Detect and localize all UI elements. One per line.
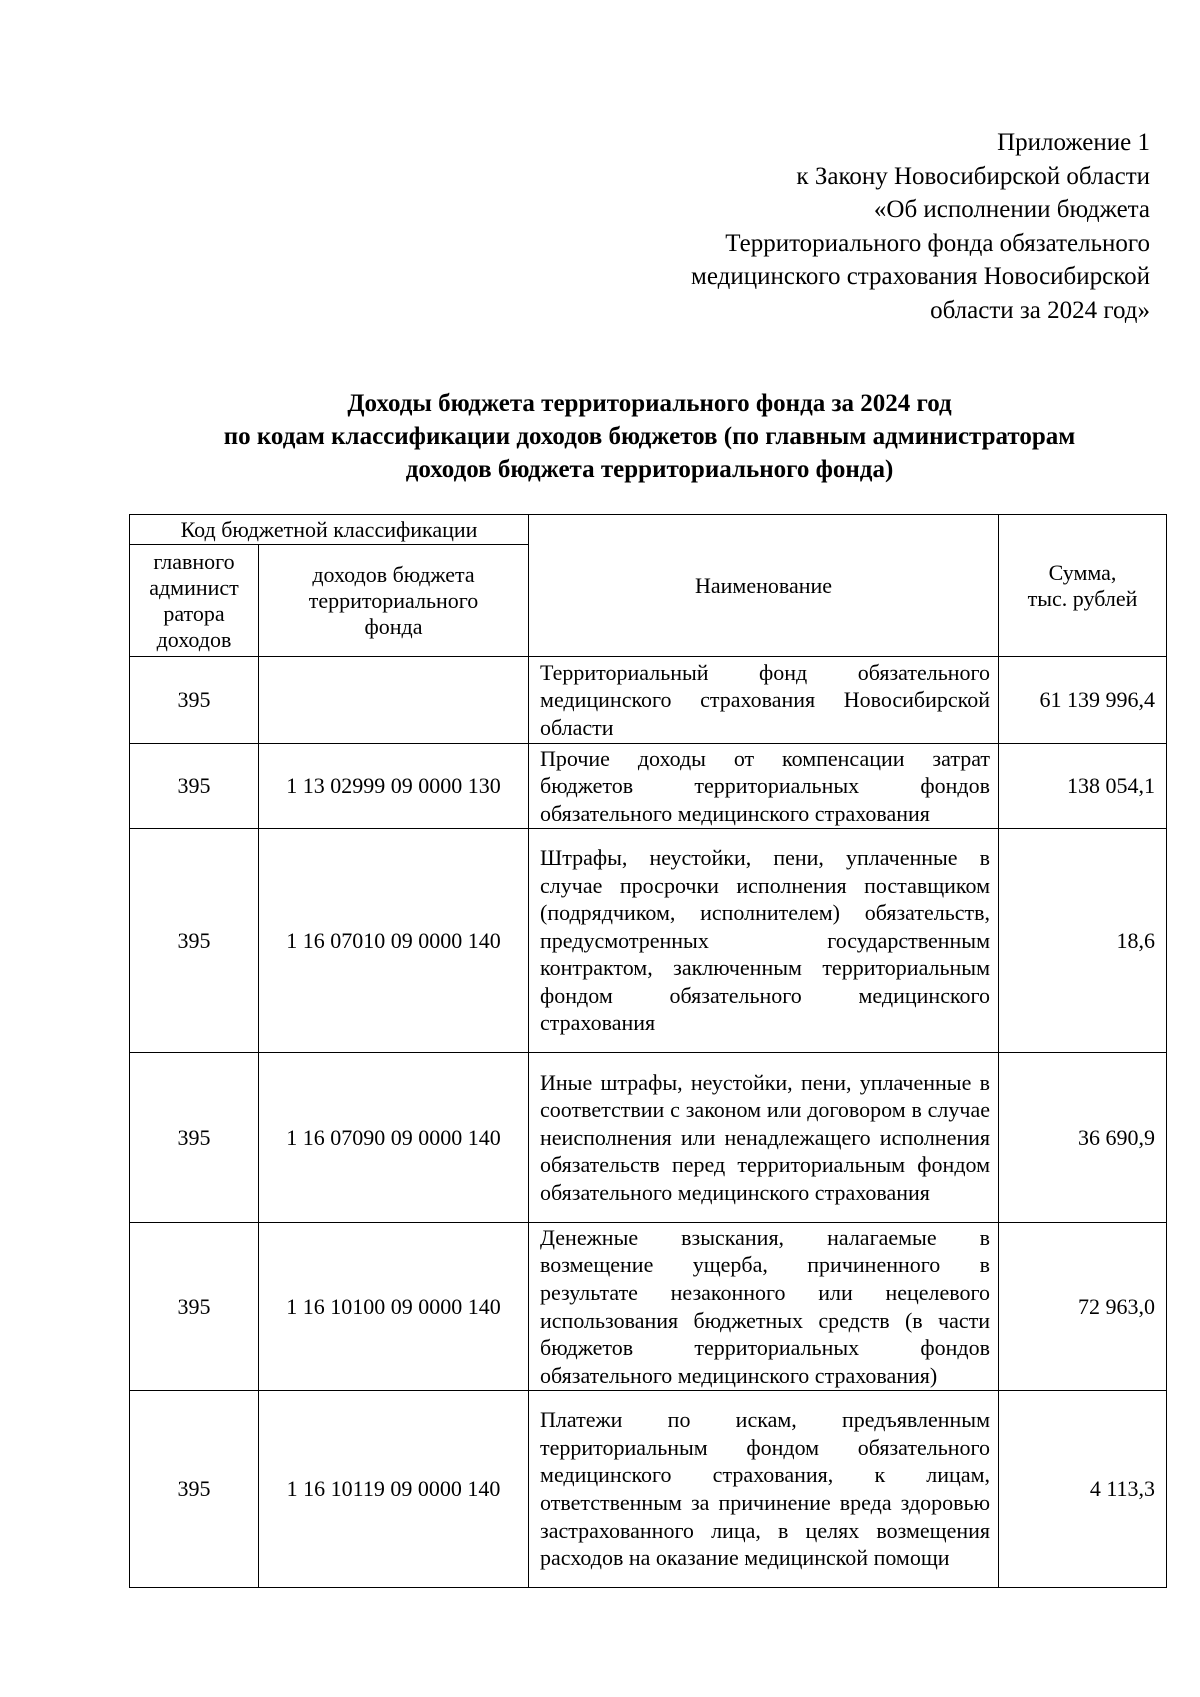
- sum-cell: 4 113,3: [999, 1391, 1167, 1588]
- header-code-line: территориального: [308, 587, 479, 613]
- sum-cell: 61 139 996,4: [999, 657, 1167, 744]
- appendix-line: Приложение 1: [997, 129, 1150, 156]
- header-classification-code: Код бюджетной классификации: [130, 515, 529, 545]
- appendix-line: Территориального фонда обязательного: [725, 229, 1150, 257]
- table-row: [130, 744, 1167, 829]
- title-line: Доходы бюджета территориального фонда за 2024 год: [347, 390, 952, 417]
- document-title: [120, 387, 1179, 486]
- header-sum-line: тыс. рублей: [1027, 585, 1138, 611]
- sum-cell: 36 690,9: [999, 1053, 1167, 1223]
- admin-code-cell: 395: [130, 1391, 259, 1588]
- income-code-cell: 1 16 10119 09 0000 140: [259, 1391, 529, 1588]
- sum-cell: 72 963,0: [999, 1223, 1167, 1391]
- table-row: [130, 829, 1167, 1053]
- title-line: доходов бюджета территориального фонда): [405, 456, 894, 483]
- header-sum-line: Сумма,: [1048, 559, 1117, 585]
- header-name: Наименование: [529, 515, 999, 657]
- income-code-cell: 1 13 02999 09 0000 130: [259, 744, 529, 829]
- appendix-line: «Об исполнении бюджета: [873, 196, 1150, 223]
- header-admin-line: главного: [153, 548, 235, 574]
- name-cell: Штрафы, неустойки, пени, уплаченные в случае просрочки исполнения поставщиком (подрядчиком, исполнителем) обязательств, предусмотренных государственным контрактом, заключенным территориальным фондом обязательного медицинского страхования: [529, 829, 999, 1053]
- header-code-line: доходов бюджета: [312, 561, 475, 587]
- appendix-line: к Закону Новосибирской области: [796, 162, 1150, 190]
- name-cell: Платежи по искам, предъявленным территориальным фондом обязательного медицинского страхования, к лицам, ответственным за причинение вреда здоровью застрахованного лица, в целях возмещения расходов на оказание медицинской помощи: [529, 1391, 999, 1588]
- income-code-cell: [259, 657, 529, 744]
- sum-cell: 18,6: [999, 829, 1167, 1053]
- table-row: [130, 657, 1167, 744]
- admin-code-cell: 395: [130, 744, 259, 829]
- header-sum: [999, 515, 1167, 657]
- admin-code-cell: 395: [130, 657, 259, 744]
- header-admin-line: админист: [149, 574, 239, 600]
- admin-code-cell: 395: [130, 1053, 259, 1223]
- header-admin: [130, 545, 259, 657]
- name-cell: Иные штрафы, неустойки, пени, уплаченные в соответствии с законом или договором в случае неисполнения или ненадлежащего исполнения обязательств перед территориальным фондом обязательного медицинского страхования: [529, 1053, 999, 1223]
- table-row: [130, 1053, 1167, 1223]
- name-cell: Прочие доходы от компенсации затрат бюджетов территориальных фондов обязательного медицинского страхования: [529, 744, 999, 829]
- header-code-line: фонда: [364, 613, 423, 639]
- income-code-cell: 1 16 07010 09 0000 140: [259, 829, 529, 1053]
- header-admin-line: ратора: [163, 600, 225, 626]
- appendix-line: области за 2024 год»: [930, 296, 1150, 324]
- appendix-line: медицинского страхования Новосибирской: [691, 263, 1150, 290]
- income-code-cell: 1 16 07090 09 0000 140: [259, 1053, 529, 1223]
- table-row: [130, 1223, 1167, 1391]
- table-row: [130, 1391, 1167, 1588]
- sum-cell: 138 054,1: [999, 744, 1167, 829]
- admin-code-cell: 395: [130, 1223, 259, 1391]
- income-code-cell: 1 16 10100 09 0000 140: [259, 1223, 529, 1391]
- name-cell: Территориальный фонд обязательного медицинского страхования Новосибирской области: [529, 657, 999, 744]
- header-admin-line: доходов: [156, 626, 232, 652]
- name-cell: Денежные взыскания, налагаемые в возмещение ущерба, причиненного в результате незаконного или нецелевого использования бюджетных средств (в части бюджетов территориальных фондов обязательного медицинского страхования): [529, 1223, 999, 1391]
- income-table: [129, 514, 1167, 1588]
- admin-code-cell: 395: [130, 829, 259, 1053]
- title-line: по кодам классификации доходов бюджетов (по главным администраторам: [223, 423, 1076, 450]
- appendix-header: [550, 126, 1150, 327]
- header-income-code: [259, 545, 529, 657]
